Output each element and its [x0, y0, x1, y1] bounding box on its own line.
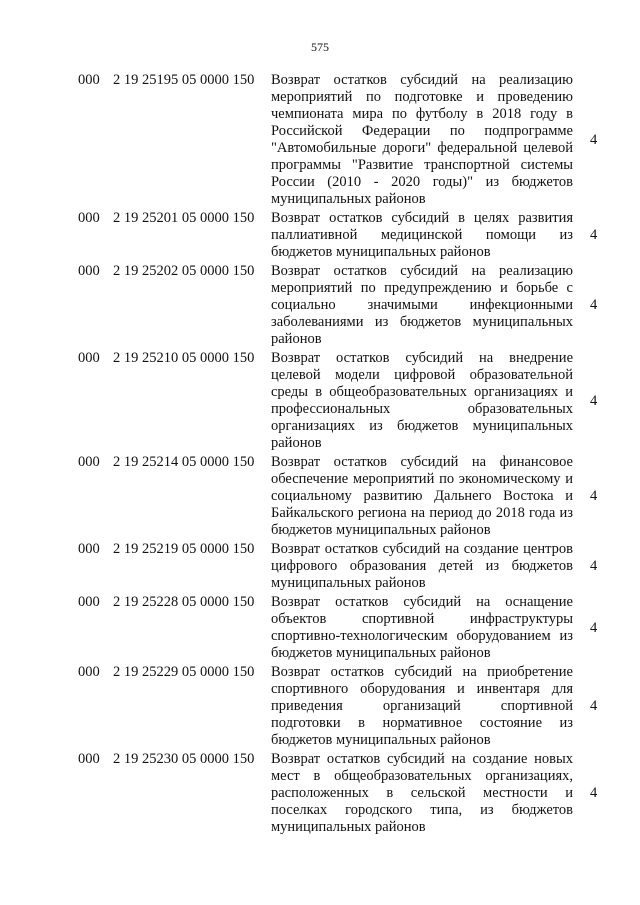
budget-classification-code: 2 19 25214 05 0000 150: [113, 454, 255, 470]
table-row: [0, 72, 640, 208]
row-count: 4: [590, 619, 598, 636]
row-description: Возврат остатков субсидий на приобретение спортивного оборудования и инвентаря для приведения организаций спортивной подготовки в нормативное состояние из бюджетов муниципальных районов: [271, 664, 573, 748]
admin-code: 000: [78, 751, 100, 767]
row-count: 4: [590, 785, 598, 801]
budget-code-list: [0, 72, 640, 838]
table-row: [0, 594, 640, 662]
row-description: Возврат остатков субсидий на внедрение целевой модели цифровой образовательной среды в общеобразовательных организациях и профессиональных образовательных организациях из бюджетов муниципальных районов: [271, 350, 573, 451]
row-count: 4: [590, 227, 598, 243]
admin-code: 000: [78, 541, 100, 557]
table-row: [0, 263, 640, 348]
row-description: Возврат остатков субсидий на создание центров цифрового образования детей из бюджетов муниципальных районов: [271, 541, 573, 591]
table-row: [0, 541, 640, 592]
row-description: Возврат остатков субсидий на создание новых мест в общеобразовательных организациях, расположенных в сельской местности и поселках городского типа, из бюджетов муниципальных районов: [271, 751, 573, 835]
table-row: [0, 664, 640, 749]
budget-classification-code: 2 19 25219 05 0000 150: [113, 541, 255, 557]
row-count: 4: [590, 297, 598, 313]
table-row: [0, 210, 640, 261]
admin-code: 000: [78, 454, 100, 470]
row-description: Возврат остатков субсидий на финансовое обеспечение мероприятий по экономическому и социальному развитию Дальнего Востока и Байкальского региона на период до 2018 года из бюджетов муниципальных районов: [271, 454, 573, 538]
row-count: 4: [590, 558, 598, 574]
row-count: 4: [590, 392, 598, 409]
admin-code: 000: [78, 664, 100, 680]
budget-classification-code: 2 19 25202 05 0000 150: [113, 263, 255, 279]
row-count: 4: [590, 488, 598, 504]
table-row: [0, 454, 640, 539]
budget-classification-code: 2 19 25228 05 0000 150: [113, 594, 255, 610]
admin-code: 000: [78, 263, 100, 279]
budget-classification-code: 2 19 25230 05 0000 150: [113, 751, 255, 767]
budget-classification-code: 2 19 25229 05 0000 150: [113, 664, 255, 680]
row-description: Возврат остатков субсидий в целях развития паллиативной медицинской помощи из бюджетов муниципальных районов: [271, 210, 573, 260]
row-description: Возврат остатков субсидий на реализацию мероприятий по подготовке и проведению чемпионата мира по футболу в 2018 году в Российской Федерации по подпрограмме "Автомобильные дороги" федеральной целевой программы "Развитие транспортной системы России (2010 - 2020 годы)" из бюджетов муниципальных районов: [271, 72, 573, 207]
row-count: 4: [590, 698, 598, 714]
row-count: 4: [590, 131, 598, 148]
admin-code: 000: [78, 594, 100, 610]
admin-code: 000: [78, 72, 100, 88]
row-description: Возврат остатков субсидий на реализацию мероприятий по предупреждению и борьбе с социально значимыми инфекционными заболеваниями из бюджетов муниципальных районов: [271, 263, 573, 347]
table-row: [0, 350, 640, 452]
row-description: Возврат остатков субсидий на оснащение объектов спортивной инфраструктуры спортивно-технологическим оборудованием из бюджетов муниципальных районов: [271, 594, 573, 661]
page-number: 575: [311, 40, 329, 54]
budget-classification-code: 2 19 25195 05 0000 150: [113, 72, 255, 88]
admin-code: 000: [78, 210, 100, 226]
table-row: [0, 751, 640, 836]
budget-classification-code: 2 19 25210 05 0000 150: [113, 350, 255, 366]
budget-classification-code: 2 19 25201 05 0000 150: [113, 210, 255, 226]
admin-code: 000: [78, 350, 100, 366]
